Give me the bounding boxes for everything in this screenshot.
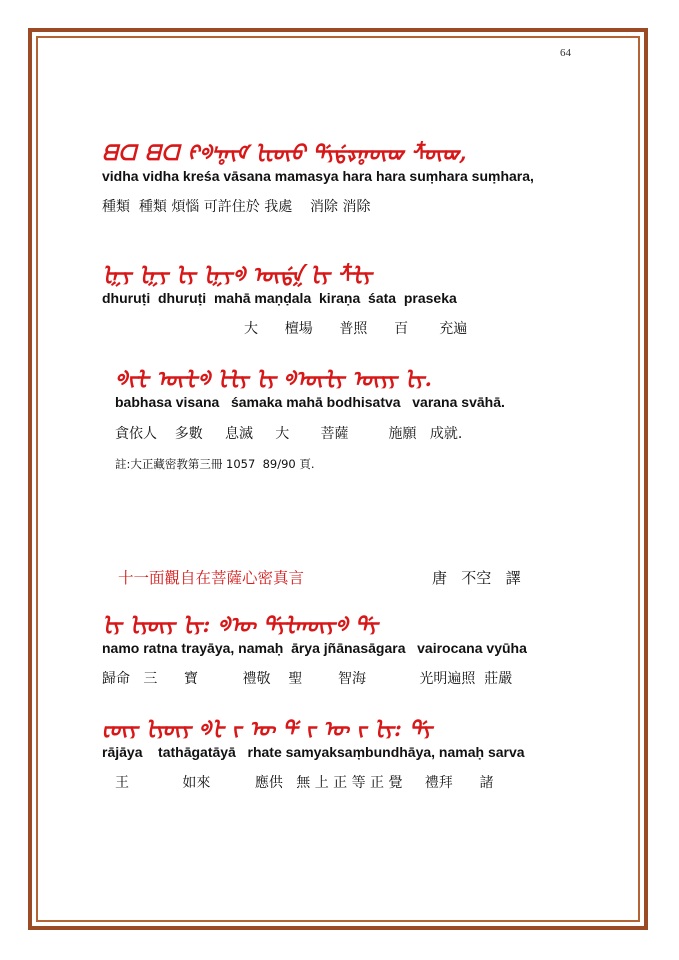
- siddham-script-line: ᡶᡡᡪ ᡶᡪᡡᡪ ᢀᡶ ᡪ ᡡ ᡩ ᡪ ᡡ ᡪ ᡶᡪ: ᡩᡪ: [102, 716, 433, 741]
- page-number: 64: [560, 47, 571, 59]
- transliteration-line: babhasa visana śamaka mahā bodhisatva varana svāhā.: [115, 394, 505, 410]
- transliteration-line: namo ratna trayāya, namaḥ ārya jñānasāgara vairocana vyūha: [102, 640, 527, 656]
- siddham-script-line: ᡶᡣᡪ ᡶᡣᡪ ᡶᡪ ᡶᡣᡪᢀ ᡡᡩᡣ ᡶᡪ ᡮᡶᡪ: [102, 262, 373, 287]
- siddham-script-line: ᗺᗡ ᗺᗡ ᠻᢀᡃᡎᢈᡏ ᡶᡶᡡᡉ ᡩᡪᡩᢌᡎᡡᢍ ᡮᡡᢍ,: [102, 140, 467, 165]
- chinese-gloss-line: 大 檀場 普照 百 充遍: [244, 321, 468, 337]
- transliteration-line: vidha vidha kreśa vāsana mamasya hara hara suṃhara suṃhara,: [102, 168, 534, 184]
- chinese-gloss-line: 貪依人 多數 息滅 大 菩薩 施願 成就.: [115, 426, 463, 442]
- siddham-script-line: ᢀᡪᡶ ᡡᡶᢀ ᡶᡶᡪ ᡶᡪ ᢀᡡᡶᡪ ᡡᡪᡪ ᡶᡪ.: [115, 366, 432, 391]
- chinese-gloss-line: 王 如來 應供 無 上 正 等 正 覺 禮拜 諸: [115, 775, 494, 791]
- transliteration-line: rājāya tathāgatāyā rhate samyaksaṃbundhāya, namaḥ sarva: [102, 744, 525, 760]
- siddham-script-line: ᡶᡪ ᡶᡪᡡᡪ ᡶᡪ: ᢀᡡ ᡩᡪᡶᡣᡡᡪᢀ ᡩᡪ: [102, 612, 379, 637]
- mantra-title: 十一面觀自在菩薩心密真言: [118, 569, 305, 587]
- translator-credit: 唐 不空 譯: [432, 569, 521, 587]
- source-note: 註:大正藏密教第三冊 1057 89/90 頁.: [115, 457, 315, 471]
- chinese-gloss-line: 歸命 三 寶 禮敬 聖 智海 光明遍照 莊嚴: [102, 671, 513, 687]
- chinese-gloss-line: 種類 種類 煩惱 可許住於 我處 消除 消除: [102, 199, 371, 215]
- transliteration-line: dhuruṭi dhuruṭi mahā maṇḍala kiraṇa śata praseka: [102, 290, 457, 306]
